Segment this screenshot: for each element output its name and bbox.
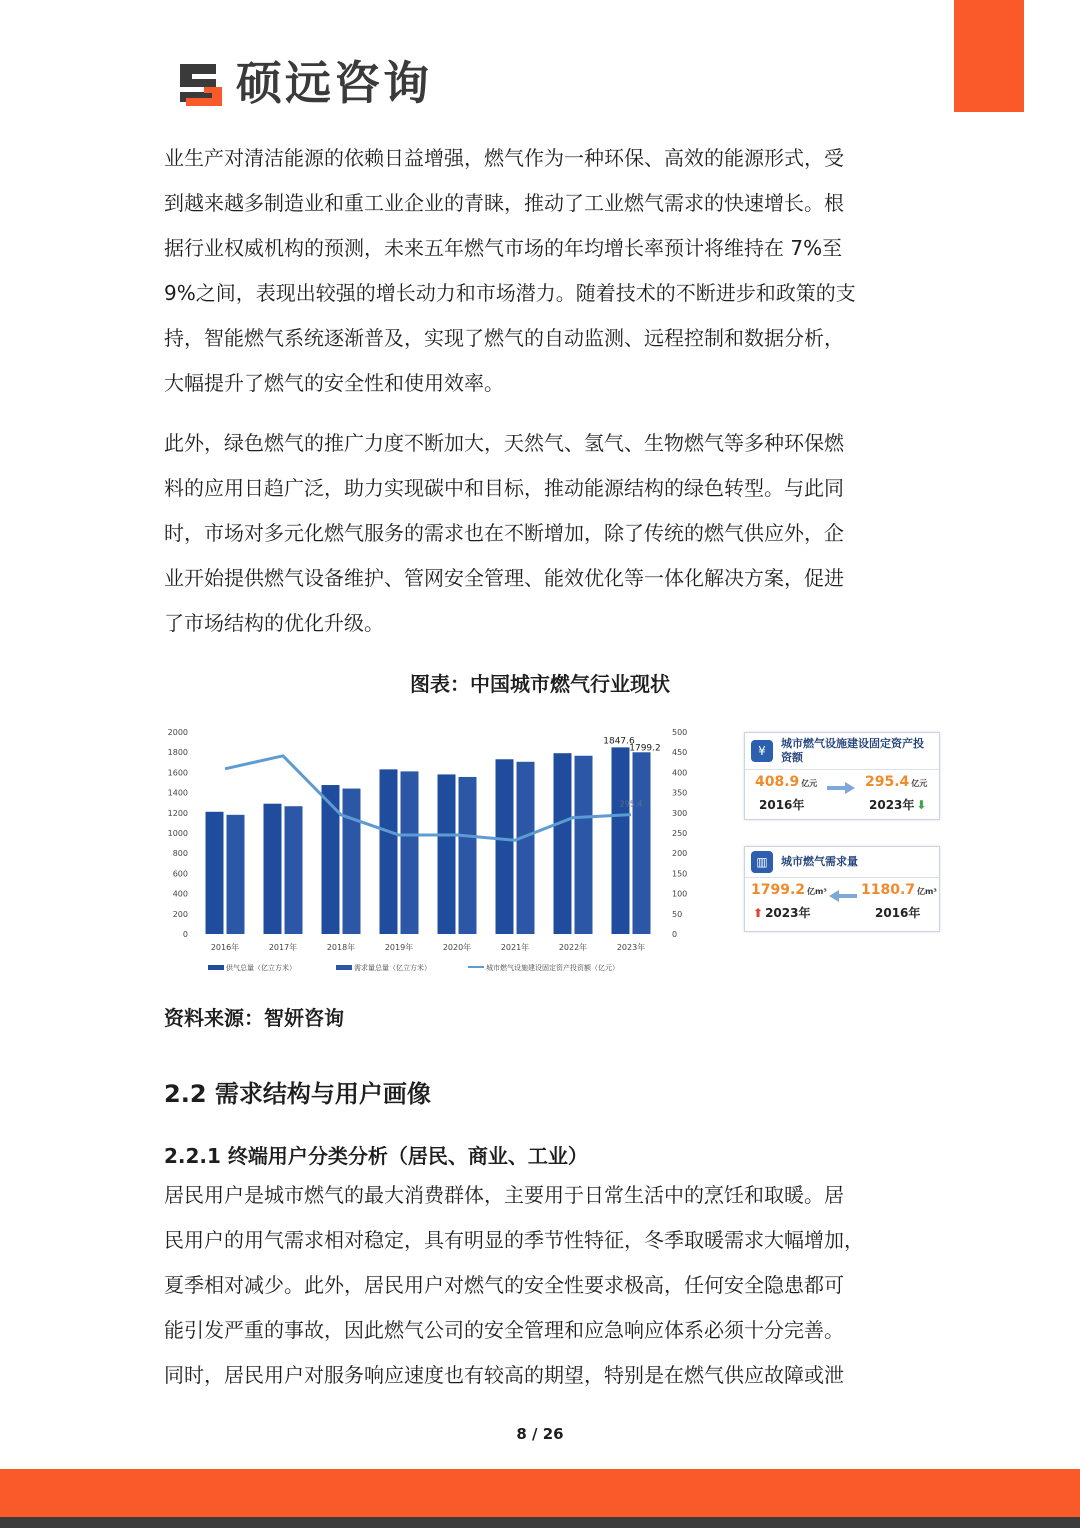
paragraph-2 (164, 421, 914, 646)
unit-text: 亿元 (911, 779, 928, 788)
company-logo (176, 58, 432, 108)
y-right-tick-label: 300 (672, 808, 688, 818)
y-right-tick-label: 50 (672, 909, 683, 919)
y-left-tick-label: 1400 (167, 788, 188, 798)
paragraph-1 (164, 136, 914, 406)
kpi-header (745, 847, 939, 878)
y-right-tick-label: 400 (672, 768, 688, 778)
x-tick-label: 2021年 (500, 943, 530, 952)
value-text: 408.9 (755, 774, 800, 790)
legend-label-line: 城市燃气设施建设固定资产投资额（亿元） (486, 964, 619, 972)
paragraph-line: 此外，绿色燃气的推广力度不断加大，天然气、氢气、生物燃气等多种环保燃 (164, 431, 844, 455)
year-text: 2023年 (765, 906, 811, 920)
section-heading: 2.2 需求结构与用户画像 (164, 1080, 431, 1108)
y-right-tick-label: 250 (672, 829, 688, 838)
x-tick-label: 2022年 (558, 943, 588, 952)
logo-mark-icon (176, 58, 226, 108)
supply-bar (206, 812, 224, 934)
kpi-left-year: 2016年 (759, 798, 805, 812)
demand-bar (575, 756, 593, 934)
paragraph-line: 9%之间，表现出较强的增长动力和市场潜力。随着技术的不断进步和政策的支 (164, 281, 856, 305)
demand-bar (517, 762, 535, 934)
y-left-tick-label: 1000 (167, 829, 188, 838)
subsection-heading: 2.2.1 终端用户分类分析（居民、商业、工业） (164, 1144, 588, 1168)
y-right-tick-label: 200 (672, 849, 688, 859)
page-number: 8 / 26 (516, 1425, 564, 1443)
kpi-body (745, 770, 939, 828)
data-label: 1799.2 (629, 743, 661, 754)
kpi-header (745, 733, 939, 770)
paragraph-3 (164, 1173, 914, 1398)
paragraph-line: 料的应用日趋广泛，助力实现碳中和目标，推动能源结构的绿色转型。与此同 (164, 476, 844, 500)
y-right-tick-label: 500 (672, 728, 688, 737)
kpi-title: 城市燃气需求量 (781, 855, 858, 868)
year-text: 2023年 (869, 798, 915, 812)
supply-bar (612, 747, 630, 934)
x-tick-label: 2016年 (210, 943, 240, 952)
x-tick-label: 2023年 (616, 943, 646, 952)
supply-bar (264, 804, 282, 934)
legend-swatch-demand (336, 965, 352, 970)
supply-bar (438, 774, 456, 934)
paragraph-line: 居民用户是城市燃气的最大消费群体，主要用于日常生活中的烹饪和取暖。居 (164, 1183, 844, 1207)
supply-bar (554, 753, 572, 934)
up-arrow-icon: ⬆ (753, 906, 764, 920)
legend-label-demand: 需求量总量（亿立方米） (354, 964, 431, 972)
down-arrow-icon: ⬇ (916, 798, 927, 812)
footer-bar (0, 1469, 1080, 1517)
demand-bar (401, 771, 419, 934)
paragraph-line: 时，市场对多元化燃气服务的需求也在不断增加，除了传统的燃气供应外，企 (164, 521, 844, 545)
paragraph-line: 同时，居民用户对服务响应速度也有较高的期望，特别是在燃气供应故障或泄 (164, 1363, 844, 1387)
y-left-tick-label: 2000 (167, 728, 188, 737)
y-left-tick-label: 1800 (167, 748, 188, 758)
demand-bar (227, 815, 245, 934)
supply-bar (322, 785, 340, 934)
demand-bar (459, 777, 477, 934)
arrow-right-icon (827, 782, 855, 794)
paragraph-line: 据行业权威机构的预测，未来五年燃气市场的年均增长率预计将维持在 7%至 (164, 236, 843, 260)
paragraph-line: 夏季相对减少。此外，居民用户对燃气的安全性要求极高，任何安全隐患都可 (164, 1273, 844, 1297)
figure-title: 图表：中国城市燃气行业现状 (410, 672, 670, 696)
y-right-tick-label: 0 (672, 930, 678, 939)
unit-text: 亿元 (801, 779, 818, 788)
legend-label-supply: 供气总量（亿立方米） (226, 964, 296, 972)
value-text: 295.4 (865, 774, 910, 790)
paragraph-line: 业生产对清洁能源的依赖日益增强，燃气作为一种环保、高效的能源形式，受 (164, 146, 844, 170)
kpi-right-year (869, 796, 926, 813)
kpi-left-value (751, 882, 827, 898)
x-tick-label: 2017年 (268, 943, 298, 952)
x-tick-label: 2020年 (442, 943, 472, 952)
arrow-left-icon (829, 890, 857, 902)
y-left-tick-label: 800 (172, 849, 188, 859)
kpi-right-value (861, 882, 937, 898)
kpi-title: 城市燃气设施建设固定资产投资额 (781, 737, 924, 764)
y-left-tick-label: 200 (172, 909, 188, 919)
source-note: 资料来源：智妍咨询 (164, 1006, 344, 1030)
x-tick-label: 2018年 (326, 943, 356, 952)
footer-strip (0, 1517, 1080, 1528)
supply-bar (380, 769, 398, 934)
data-label: 295.4 (619, 799, 643, 809)
y-left-tick-label: 400 (172, 889, 188, 899)
kpi-left-year (753, 904, 810, 921)
value-text: 1180.7 (861, 882, 916, 898)
paragraph-line: 到越来越多制造业和重工业企业的青睐，推动了工业燃气需求的快速增长。根 (164, 191, 844, 215)
demand-bar (633, 752, 651, 934)
y-left-tick-label: 1200 (167, 808, 188, 818)
y-right-tick-label: 450 (672, 748, 688, 758)
kpi-card-investment (744, 732, 940, 820)
supply-bar (496, 759, 514, 934)
top-accent-block (954, 0, 1024, 112)
paragraph-line: 业开始提供燃气设备维护、管网安全管理、能效优化等一体化解决方案，促进 (164, 566, 844, 590)
logo-text: 硕远咨询 (236, 56, 432, 110)
kpi-body (745, 878, 939, 936)
coin-icon: ¥ (751, 740, 773, 762)
paragraph-line: 了市场结构的优化升级。 (164, 611, 384, 635)
kpi-right-year: 2016年 (875, 906, 921, 920)
gas-industry-chart (160, 722, 700, 980)
y-left-tick-label: 600 (172, 869, 188, 879)
kpi-left-value (755, 774, 817, 790)
y-left-tick-label: 1600 (167, 768, 188, 778)
legend-swatch-supply (208, 965, 224, 970)
paragraph-line: 大幅提升了燃气的安全性和使用效率。 (164, 371, 504, 395)
unit-text: 亿m³ (807, 887, 827, 896)
demand-bar (343, 789, 361, 934)
x-tick-label: 2019年 (384, 943, 414, 952)
paragraph-line: 能引发严重的事故，因此燃气公司的安全管理和应急响应体系必须十分完善。 (164, 1318, 844, 1342)
unit-text: 亿m³ (917, 887, 937, 896)
y-right-tick-label: 150 (672, 869, 688, 879)
value-text: 1799.2 (751, 882, 806, 898)
y-left-tick-label: 0 (182, 930, 188, 939)
paragraph-line: 民用户的用气需求相对稳定，具有明显的季节性特征，冬季取暖需求大幅增加， (164, 1228, 864, 1252)
kpi-card-demand (744, 846, 940, 932)
y-right-tick-label: 100 (672, 889, 688, 899)
bar-chart-icon: ▥ (751, 851, 773, 873)
kpi-right-value (865, 774, 927, 790)
data-label: 1847.6 (603, 736, 635, 747)
y-right-tick-label: 350 (672, 788, 688, 798)
paragraph-line: 持，智能燃气系统逐渐普及，实现了燃气的自动监测、远程控制和数据分析， (164, 326, 844, 350)
demand-bar (285, 806, 303, 934)
